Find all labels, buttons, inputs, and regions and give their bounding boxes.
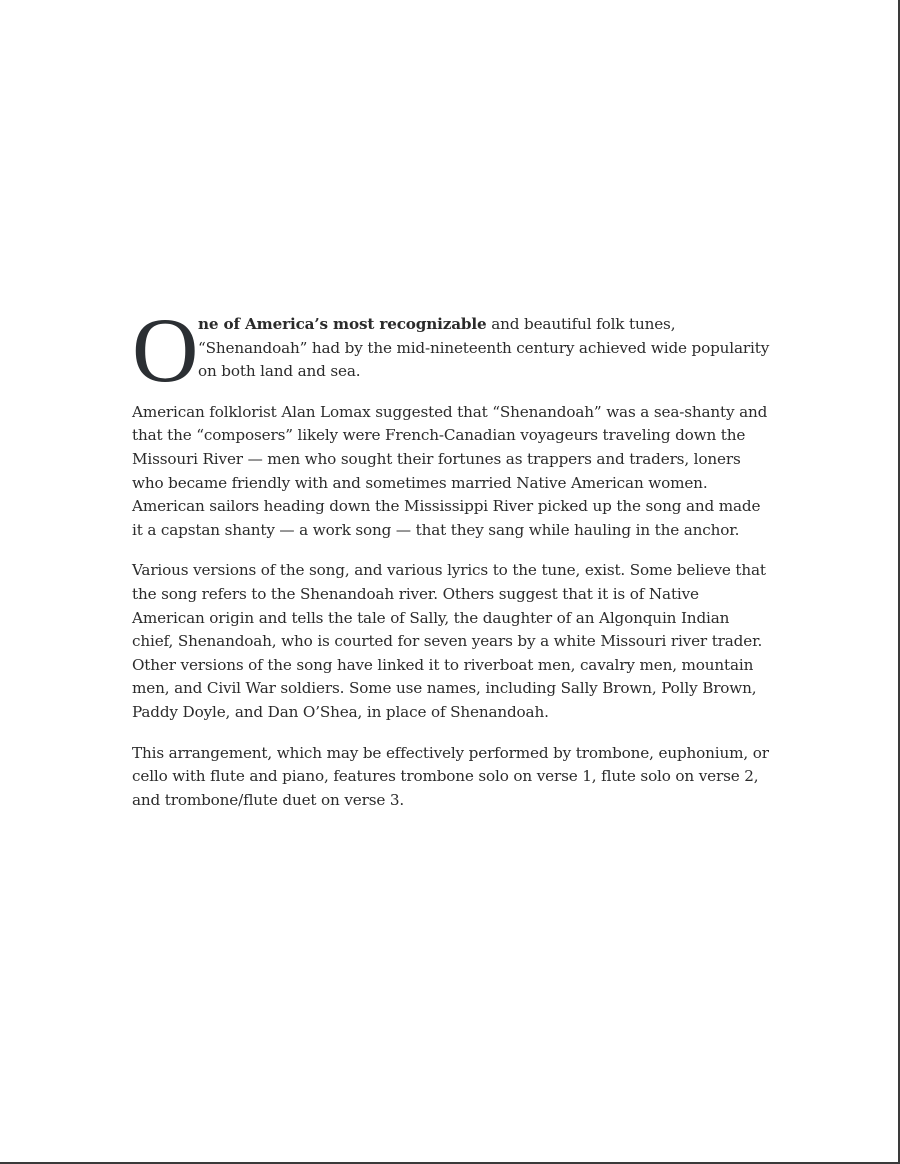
lead-in-bold: ne of America’s most recognizable: [198, 315, 487, 333]
drop-cap: O: [132, 299, 199, 401]
paragraph-versions: Various versions of the song, and various lyrics to the tune, exist. Some believe that the song refers to the Shenandoah river. Others suggest that it is of Native American origin and tells the tale of Sally, the daughter of an Algonquin Indian chief, Shenandoah, who is courted for seven years by a white Missouri river trader. Other versions of the song have linked it to riverboat men, cavalry men, mountain men, and Civil War soldiers. Some use names, including Sally Brown, Polly Brown, Paddy Doyle, and Dan O’Shea, in place of Shenandoah.: [132, 561, 766, 721]
intro-text: and beautiful folk tunes, “Shenandoah” had by the mid-nineteenth century achieved wide popularity on both land and sea.: [198, 315, 770, 381]
paragraph-arrangement: This arrangement, which may be effectively performed by trombone, euphonium, or cello with flute and piano, features trombone solo on verse 1, flute solo on verse 2, and trombone/flute duet on verse 3.: [132, 743, 769, 809]
article-body: [132, 299, 772, 829]
intro-paragraph: [132, 299, 772, 401]
paragraph-lomax: American folklorist Alan Lomax suggested that “Shenandoah” was a sea-shanty and that the “composers” likely were French-Canadian voyageurs traveling down the Missouri River — men who sought their fortunes as trappers and traders, loners who became friendly with and sometimes married Native American women. American sailors heading down the Mississippi River picked up the song and made it a capstan shanty — a work song — that they sang while hauling in the anchor.: [132, 402, 768, 539]
